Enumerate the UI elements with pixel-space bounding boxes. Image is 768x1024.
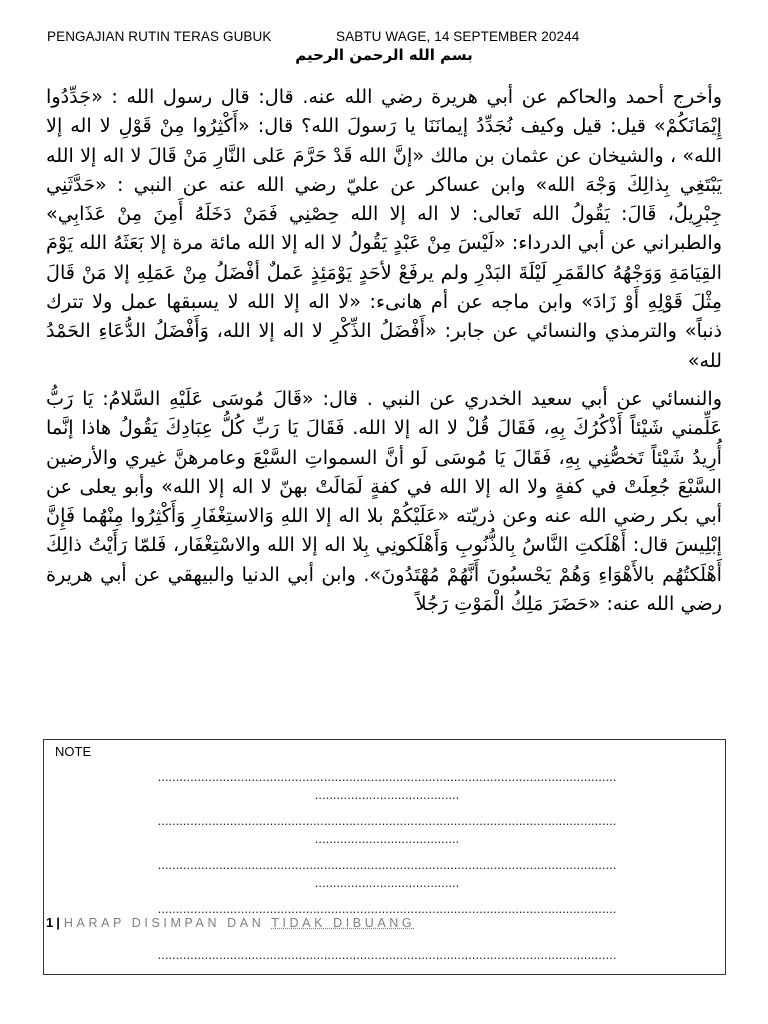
header-date: SABTU WAGE, 14 SEPTEMBER 20244 <box>336 29 580 44</box>
note-dotted-line[interactable]: ............................................................................................................................... <box>157 857 617 872</box>
note-dotted-line[interactable]: ........................................ <box>314 875 460 890</box>
paragraph-2: والنسائي عن أبي سعيد الخدري عن النبي . قال: «قَالَ مُوسَى عَلَيْهِ السَّلامُ: يَا رَبُّ عَلِّمني شَيْئاً أَذْكُرُكَ بِهِ، فَقَالَ قُلْ لا اله إلا الله. فَقَالَ يَا رَبِّ كُلُّ عِبَادِكَ يَقُولُ هاذا إنَّما أُرِيدُ شَيْئاً تَخصُّنِي بِهِ، فَقَالَ يَا مُوسَى لَو أنَّ السمواتِ السَّبْعَ وعامرهنَّ غيري والأرضين السَّبْعَ جُعِلَتْ في كفةٍ ولا اله إلا الله في كفةٍ لَمَالَتْ بهنّ لا اله إلا الله» وأبو يعلى عن أبي بكر رضي الله عنه وعن ذريّته «عَلَيْكُمْ بلا اله إلا اللهِ وَالاستِغْفَارِ وَأَكْثِرُوا مِنْهُما فَإِنَّ إبْلِيسَ قال: أَهْلَكتِ النَّاسُ بِالذُّنُوبِ وَأَهْلَكونِي بِلا اله إلا الله والاسْتِغْفَار، فَلمّا رَأَيْتُ ذالِكَ أَهْلَكتُهُم بالأَهْوَاءِ وَهُمْ يَحْسبُونَ أَنَّهُمْ مُهْتَدُونَ». وابن أبي الدنيا والبيهقي عن أبي هريرة رضي الله عنه: «حَضَرَ مَلِكُ الْمَوْتِ رَجُلاً <box>46 386 722 616</box>
note-label: NOTE <box>55 744 92 759</box>
note-dotted-line[interactable]: ........................................ <box>314 831 460 846</box>
page-number: 1 <box>46 915 54 930</box>
note-dotted-line[interactable]: ............................................................................................................................... <box>157 813 617 828</box>
footer-message <box>64 916 415 930</box>
paragraph-1: وأخرج أحمد والحاكم عن أبي هريرة رضي الله عنه. قال: قال رسول الله : «جَدِّدُوا إِيْمَانَكُمْ» قيل: قيل وكيف نُجَدِّدُ إيمانَنَا يا رَسولَ الله؟ قال: «أَكْثِرُوا مِنْ قَوْلِ لا اله إلا الله» ، والشيخان عن عثمان بن مالك «إنَّ الله قَدْ حَرَّمَ عَلى النَّارِ مَنْ قَالَ لا اله إلا الله يَبْتَغِي بِذالِكَ وَجْهَ الله» وابن عساكر عن عليّ رضي الله عنه عن النبي : «حَدَّثَنِي جِبْرِيلُ، قَالَ: يَقُولُ الله تَعالى: لا اله إلا الله حِصْنِي فَمَنْ دَخَلَهُ أَمِنَ مِنْ عَذَابِي» والطبراني عن أبي الدرداء: «لَيْسَ مِنْ عَبْدٍ يَقُولُ لا اله إلا الله مائة مرة إلا بَعَثَهُ الله يَوْمَ القِيَامَةِ وَوَجْهُهُ كالقَمَرِ لَيْلَةَ البَدْرِ ولم يرفَعْ لأحَدٍ يَوْمَئِذٍ عَملٌ أفْضَلُ مِنْ عَمَلِهِ إلا مَنْ قَالَ مِثْلَ قَوْلِهِ أَوْ زَادَ» وابن ماجه عن أم هانىء: «لا اله إلا الله لا يسبقها عمل ولا تترك ذنباً» والترمذي والنسائي عن جابر: «أَفْضَلُ الذِّكْرِ لا اله إلا الله، وَأَفْضَلُ الدُّعَاءِ الحَمْدُ لله» <box>46 85 722 372</box>
note-box <box>43 739 726 975</box>
footer-message-start: HARAP DISIMPAN DAN <box>63 916 272 930</box>
footer-message-underlined: TIDAK DIBUANG <box>271 916 416 930</box>
note-dotted-line[interactable]: ........................................ <box>314 787 460 802</box>
note-dotted-line[interactable]: ............................................................................................................................... <box>157 769 617 784</box>
note-dotted-line[interactable]: ............................................................................................................................... <box>157 901 617 916</box>
header-event-title: PENGAJIAN RUTIN TERAS GUBUK <box>47 29 272 44</box>
page-footer <box>46 915 415 930</box>
note-dotted-line[interactable]: ............................................................................................................................... <box>157 947 617 962</box>
arabic-body-text <box>46 82 722 627</box>
basmala-heading: بسم الله الرحمن الرحيم <box>295 46 473 64</box>
footer-separator: | <box>56 915 60 930</box>
